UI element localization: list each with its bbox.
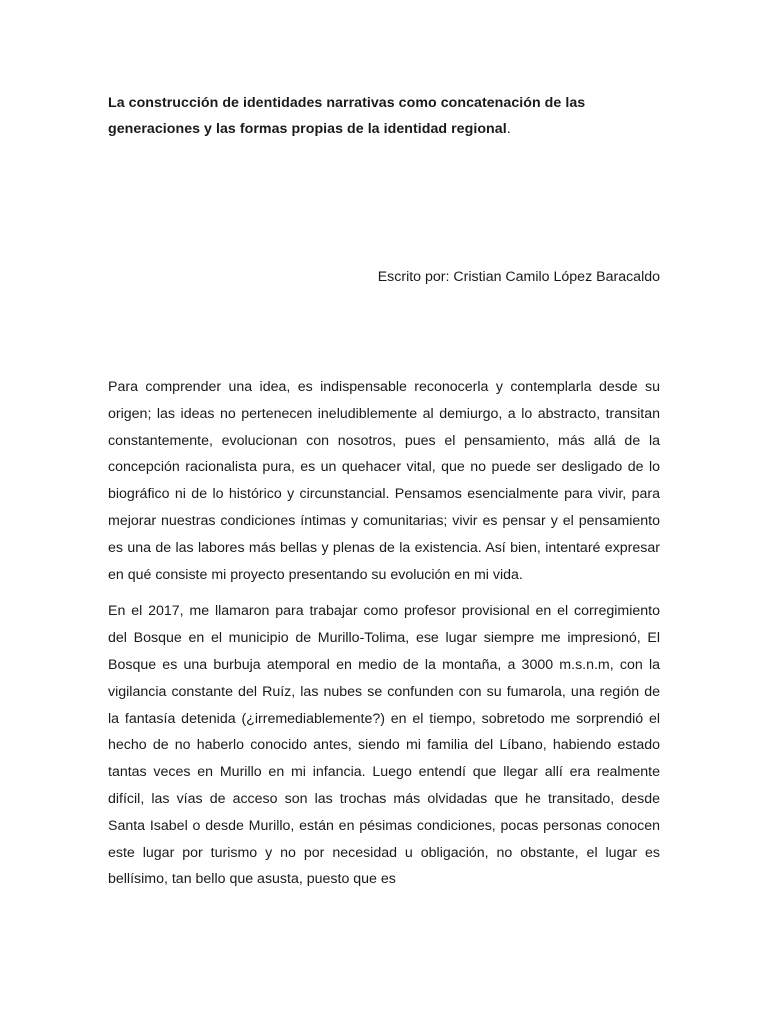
document-body (108, 374, 660, 903)
body-paragraph-1: Para comprender una idea, es indispensable reconocerla y contemplarla desde su origen; las ideas no pertenecen ineludiblemente al demiurgo, a lo abstracto, transitan constantemente, evolucionan con nosotros, pues el pensamiento, más allá de la concepción racionalista pura, es un quehacer vital, que no puede ser desligado de lo biográfico ni de lo histórico y circunstancial. Pensamos esencialmente para vivir, para mejorar nuestras condiciones íntimas y comunitarias; vivir es pensar y el pensamiento es una de las labores más bellas y plenas de la existencia. Así bien, intentaré expresar en qué consiste mi proyecto presentando su evolución en mi vida. (108, 379, 660, 583)
body-paragraph-2: En el 2017, me llamaron para trabajar como profesor provisional en el corregimiento del Bosque en el municipio de Murillo-Tolima, ese lugar siempre me impresionó, El Bosque es una burbuja atemporal en medio de la montaña, a 3000 m.s.n.m, con la vigilancia constante del Ruíz, las nubes se confunden con su fumarola, una región de la fantasía detenida (¿irremediablemente?) en el tiempo, sobretodo me sorprendió el hecho de no haberlo conocido antes, siendo mi familia del Líbano, habiendo estado tantas veces en Murillo en mi infancia. Luego entendí que llegar allí era realmente difícil, las vías de acceso son las trochas más olvidadas que he transitado, desde Santa Isabel o desde Murillo, están en pésimas condiciones, pocas personas conocen este lugar por turismo y no por necesidad u obligación, no obstante, el lugar es bellísimo, tan bello que asusta, puesto que es (108, 603, 660, 888)
document-title-period: . (506, 121, 511, 137)
document-title-text: La construcción de identidades narrativas como concatenación de las generaciones y las formas propias de la identidad regional (108, 95, 586, 137)
document-title (108, 90, 668, 142)
author-line: Escrito por: Cristian Camilo López Baracaldo (377, 269, 660, 285)
